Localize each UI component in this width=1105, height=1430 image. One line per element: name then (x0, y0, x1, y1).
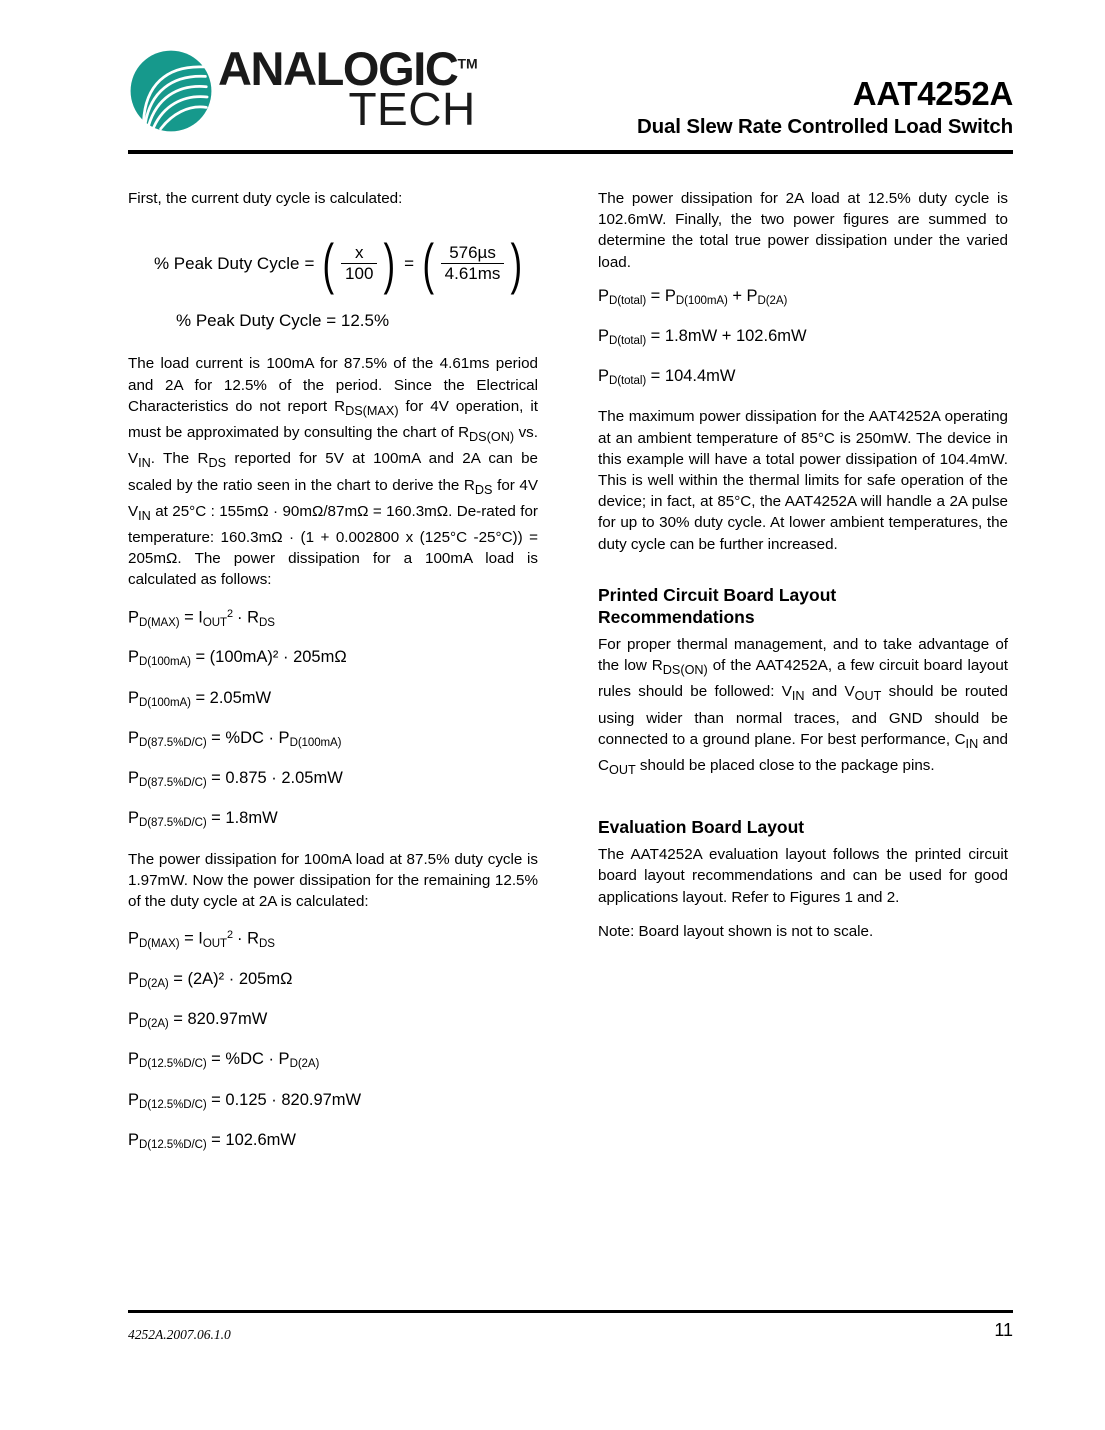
para-segment: For proper thermal management, and to take advantage of the low R (598, 635, 1008, 675)
fraction-denominator: 100 (341, 263, 377, 284)
formula-pd-12p5-dc-value: $P_{D(12.5\%D/C)} = 102.6mW$ (128, 1130, 297, 1152)
para-segment: should be placed close to the package pins. (635, 757, 935, 774)
formula-pd-max: $P_{D(MAX)} = I_{OUT}^2 \cdot R_{DS}$ (128, 929, 275, 951)
subscript-ds: DS (208, 456, 227, 471)
intro-text: First, the current duty cycle is calculated: (128, 190, 403, 207)
load-current-paragraph (128, 353, 538, 590)
formula-pd-12p5-dc-calc: $P_{D(12.5\%D/C)} = 0.125 \cdot 820.97mW$ (128, 1090, 362, 1111)
para-segment: and V (804, 683, 855, 701)
formula-pd-total-expr: $P_{D(total)} = P_{D(100mA)} + P_{D(2A)}$ (598, 286, 788, 308)
fraction-numerator: x (354, 243, 364, 263)
eval-board-paragraph: The AAT4252A evaluation layout follows the printed circuit board layout recommendations and can be used for good applications layout. Refer to Figures 1 and 2. (598, 846, 1008, 906)
subscript-in: IN (791, 689, 805, 704)
subscript-ds-on: DS(ON) (662, 663, 708, 678)
left-column (128, 188, 538, 1170)
para-segment: for 4V operation, it must be approximated by consulting the chart of R (128, 397, 538, 442)
subscript-ds: DS (474, 482, 493, 497)
para-segment: at 25°C : 155mΩ · 90mΩ/87mΩ = 160.3mΩ. De-rated for temperature: 160.3mΩ · (1 + 0.002800 x (125°C -25°C)) = 205mΩ. The power dissipation for a 100mA load is calculated as follows: (128, 502, 538, 589)
formula-pd-total-calc: $P_{D(total)} = 1.8mW + 102.6mW$ (598, 327, 807, 348)
footer-divider (128, 1310, 1013, 1313)
logo-word-analogic: ANALOGIC™ (218, 42, 478, 95)
duty-cycle-result: % Peak Duty Cycle = 12.5% (176, 311, 390, 331)
formula-pd-87p5-dc-calc: $P_{D(87.5\%D/C)} = 0.875 \cdot 2.05mW$ (128, 769, 343, 790)
part-number: AAT4252A (852, 75, 1013, 112)
subscript-out: OUT (608, 763, 636, 778)
para-segment: . The R (150, 450, 209, 468)
fraction-numerator: 576µs (449, 243, 496, 263)
duty-cycle-equation: % Peak Duty Cycle = ( $\frac{x}{100}$ ) = ( $\frac{\text{576µs}}{4.61ms}$ ) (153, 231, 523, 295)
equation-equals-1: = (304, 254, 315, 274)
para-segment: reported for 5V at 100mA and 2A can be scaled by the ratio seen in the chart to derive the R (128, 450, 539, 494)
logo-wordmark (218, 42, 478, 135)
page-number: 11 (994, 1320, 1013, 1340)
para-segment: The load current is 100mA for 87.5% of the 4.61ms period and 2A for 12.5% of the period. Since the Electrical Characteristics do not report R (128, 355, 538, 415)
para-segment: of the AAT4252A, a few circuit board layout rules should be followed: V (598, 657, 1008, 701)
document-code: 4252A.2007.06.1.0 (128, 1327, 231, 1342)
logo-word-tech: TECH (348, 83, 476, 135)
formula-pd-100ma-value: $P_{D(100mA)} = 2.05mW$ (128, 688, 272, 709)
part-subtitle: Dual Slew Rate Controlled Load Switch (636, 115, 1013, 138)
formula-pd-12p5-dc-expr: $P_{D(12.5\%D/C)} = \%DC \cdot P_{D(2A)}$ (128, 1050, 320, 1071)
formula-pd-2a-value: $P_{D(2A)} = 820.97mW$ (128, 1010, 268, 1031)
equation-label: % Peak Duty Cycle (153, 254, 300, 274)
subscript-in: IN (138, 456, 151, 471)
header-title-block (637, 76, 1013, 140)
total-power-intro-paragraph: The power dissipation for 2A load at 12.5% duty cycle is 102.6mW. Finally, the two power figures are summed to determine the total true power dissipation under the varied load. (598, 190, 1008, 271)
para-segment: for 4V V (128, 476, 538, 520)
para-segment: and C (598, 730, 1009, 774)
header-divider (128, 150, 1013, 154)
eval-board-heading: Evaluation Board Layout (598, 817, 805, 838)
heading-line-1: Printed Circuit Board Layout (598, 584, 837, 605)
subscript-ds-max: DS(MAX) (345, 403, 399, 418)
max-power-paragraph: The maximum power dissipation for the AAT4252A operating at an ambient temperature of 85°C is 250mW. The device in this example will have a total power dissipation of 104.4mW. This is well within the thermal limits for safe operation of the device; in fact, at 85°C, the AAT4252A will handle a 2A pulse for up to 30% duty cycle. At lower ambient temperatures, the duty cycle can be further increased. (598, 408, 1008, 553)
total-power-formulas (598, 286, 1008, 392)
right-column (598, 188, 1008, 955)
page-header (128, 40, 1013, 150)
analogic-tech-globe-icon (128, 48, 214, 134)
power-formulas-100ma (128, 604, 538, 834)
formula-pd-total-value: $P_{D(total)} = 104.4mW$ (598, 367, 736, 388)
formula-pd-87p5-dc-value: $P_{D(87.5\%D/C)} = 1.8mW$ (128, 809, 278, 830)
eval-board-note: Note: Board layout shown is not to scale. (598, 922, 874, 940)
power-formulas-2a (128, 925, 538, 1155)
equation-equals-2: = (404, 254, 414, 274)
logo-trademark-symbol: TM (457, 55, 478, 72)
fraction-x-over-100 (338, 243, 380, 284)
subscript-in: IN (965, 736, 979, 751)
heading-line-2: Recommendations (598, 606, 755, 627)
subscript-in: IN (138, 508, 151, 523)
para-segment: should be routed using wider than normal traces, and GND should be connected to a ground plane. For best performance, C (598, 683, 1008, 748)
subscript-ds-on: DS(ON) (469, 430, 515, 445)
power-dissipation-paragraph: The power dissipation for 100mA load at 87.5% duty cycle is 1.97mW. Now the power dissipation for the remaining 12.5% of the duty cycle at 2A is calculated: (128, 850, 538, 910)
para-segment: vs. V (128, 424, 538, 468)
formula-pd-87p5-dc-expr: $P_{D(87.5\%D/C)} = \%DC \cdot P_{D(100mA)}$ (128, 728, 342, 750)
formula-pd-2a-expr: $P_{D(2A)} = (2A)^2 \cdot 205m\Omega$ (128, 970, 293, 991)
fraction-576us-over-4p61ms (438, 243, 508, 284)
formula-pd-100ma-expr: $P_{D(100mA)} = (100mA)^2 \cdot 205m\Omega$ (128, 648, 347, 669)
pcb-layout-paragraph (598, 634, 1008, 781)
pcb-layout-heading (598, 584, 1008, 628)
subscript-out: OUT (854, 689, 882, 704)
formula-pd-max: $P_{D(MAX)} = I_{OUT}^2 \cdot R_{DS}$ (128, 607, 275, 629)
fraction-denominator: 4.61ms (441, 263, 505, 284)
company-logo (128, 44, 478, 134)
